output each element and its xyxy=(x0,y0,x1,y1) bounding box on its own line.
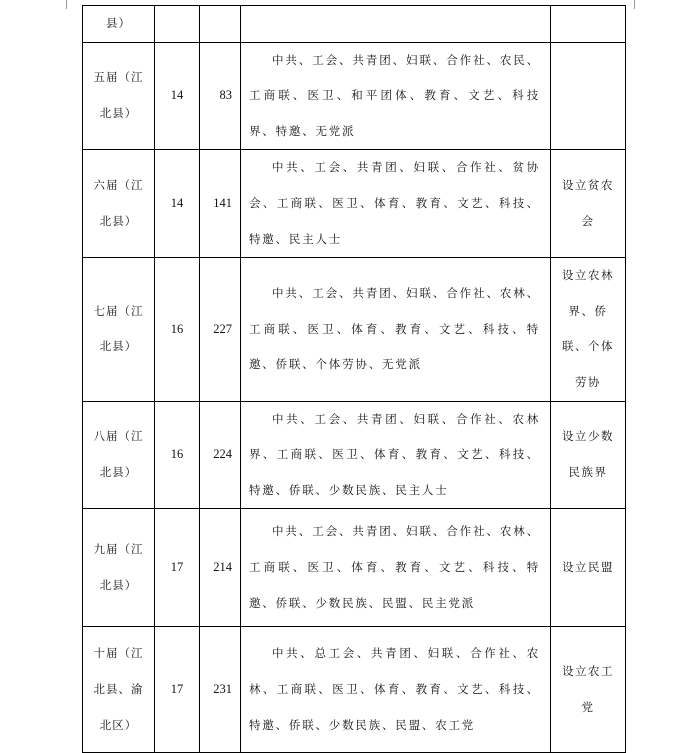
members-cell: 16 xyxy=(155,258,200,401)
session-cell: 县） xyxy=(83,6,155,43)
orgs-count-cell: 83 xyxy=(200,42,241,150)
members-cell xyxy=(155,6,200,43)
members-cell: 17 xyxy=(155,627,200,753)
orgs-count-cell: 231 xyxy=(200,627,241,753)
orgs-cell: 中共、工会、共青团、妇联、合作社、农林、工商联、医卫、体育、教育、文艺、科技、特邀、侨联、个体劳协、无党派 xyxy=(241,258,551,401)
members-cell: 16 xyxy=(155,401,200,509)
session-cell: 十届（江北县、渝北区） xyxy=(83,627,155,753)
note-cell: 设立少数民族界 xyxy=(551,401,626,509)
table-row xyxy=(83,6,626,43)
members-cell: 17 xyxy=(155,509,200,627)
page-corner-mark xyxy=(634,0,644,9)
session-cell: 九届（江北县） xyxy=(83,509,155,627)
table-row xyxy=(83,258,626,401)
table-row xyxy=(83,42,626,150)
table-row xyxy=(83,627,626,753)
sessions-table xyxy=(82,5,626,753)
orgs-count-cell xyxy=(200,6,241,43)
session-cell: 五届（江北县） xyxy=(83,42,155,150)
table-row xyxy=(83,509,626,627)
members-cell: 14 xyxy=(155,150,200,258)
session-cell: 七届（江北县） xyxy=(83,258,155,401)
orgs-cell: 中共、工会、共青团、妇联、合作社、贫协会、工商联、医卫、体育、教育、文艺、科技、特邀、民主人士 xyxy=(241,150,551,258)
orgs-count-cell: 224 xyxy=(200,401,241,509)
orgs-cell: 中共、工会、共青团、妇联、合作社、农林界、工商联、医卫、体育、教育、文艺、科技、特邀、侨联、少数民族、民主人士 xyxy=(241,401,551,509)
orgs-cell: 中共、工会、共青团、妇联、合作社、农林、工商联、医卫、体育、教育、文艺、科技、特邀、侨联、少数民族、民盟、民主党派 xyxy=(241,509,551,627)
orgs-count-cell: 141 xyxy=(200,150,241,258)
page-corner-mark xyxy=(57,0,67,9)
session-cell: 八届（江北县） xyxy=(83,401,155,509)
table-row xyxy=(83,401,626,509)
note-cell: 设立民盟 xyxy=(551,509,626,627)
note-cell: 设立农林界、侨联、个体劳协 xyxy=(551,258,626,401)
orgs-cell xyxy=(241,6,551,43)
orgs-count-cell: 214 xyxy=(200,509,241,627)
session-cell: 六届（江北县） xyxy=(83,150,155,258)
note-cell xyxy=(551,42,626,150)
orgs-cell: 中共、工会、共青团、妇联、合作社、农民、工商联、医卫、和平团体、教育、文艺、科技界、特邀、无党派 xyxy=(241,42,551,150)
note-cell: 设立贫农会 xyxy=(551,150,626,258)
note-cell: 设立农工党 xyxy=(551,627,626,753)
table-row xyxy=(83,150,626,258)
note-cell xyxy=(551,6,626,43)
members-cell: 14 xyxy=(155,42,200,150)
orgs-count-cell: 227 xyxy=(200,258,241,401)
orgs-cell: 中共、总工会、共青团、妇联、合作社、农林、工商联、医卫、体育、教育、文艺、科技、特邀、侨联、少数民族、民盟、农工党 xyxy=(241,627,551,753)
